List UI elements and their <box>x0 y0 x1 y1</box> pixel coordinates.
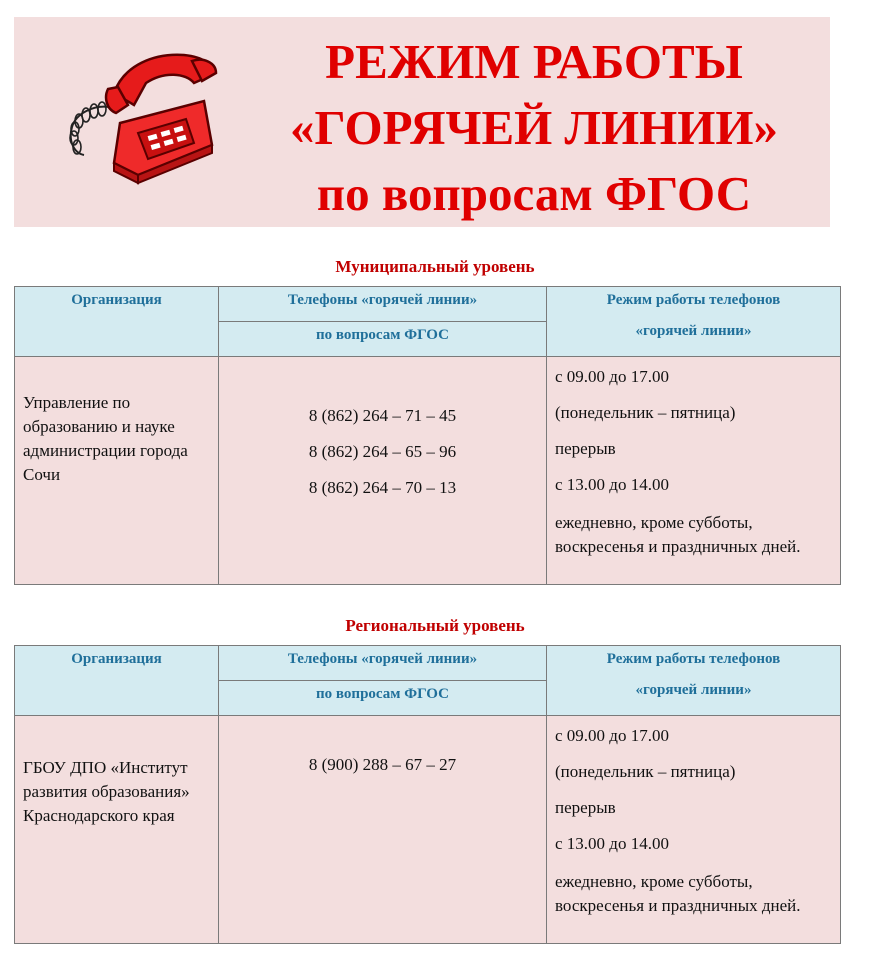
red-telephone-icon <box>54 35 224 185</box>
break-time: с 13.00 до 14.00 <box>555 475 669 494</box>
phone-number: 8 (862) 264 – 70 – 13 <box>308 478 457 497</box>
work-time: с 09.00 до 17.00 <box>555 726 669 745</box>
municipal-level-heading: Муниципальный уровень <box>335 257 535 276</box>
schedule-note: ежедневно, кроме субботы, воскресенья и праздничных дней. <box>555 872 801 915</box>
header-organization: Организация <box>15 646 219 716</box>
phone-number: 8 (862) 264 – 71 – 45 <box>308 406 457 425</box>
organization-cell: Управление по образованию и науке администрации города Сочи <box>15 357 219 585</box>
page-title <box>244 29 824 227</box>
header-phones-line1: Телефоны «горячей линии» <box>219 646 547 681</box>
work-days: (понедельник – пятница) <box>555 403 736 422</box>
title-banner <box>14 17 830 227</box>
header-hours: Режим работы телефонов «горячей линии» <box>547 646 841 716</box>
work-time: с 09.00 до 17.00 <box>555 367 669 386</box>
title-line-3: по вопросам ФГОС <box>316 166 752 221</box>
regional-level-heading: Региональный уровень <box>345 616 525 635</box>
phone-number: 8 (900) 288 – 67 – 27 <box>308 755 457 774</box>
phones-cell <box>219 357 547 585</box>
municipal-table <box>14 286 841 585</box>
header-phones-line2: по вопросам ФГОС <box>219 681 547 716</box>
break-time: с 13.00 до 14.00 <box>555 834 669 853</box>
header-hours: Режим работы телефонов «горячей линии» <box>547 287 841 357</box>
phone-number: 8 (862) 264 – 65 – 96 <box>308 442 457 461</box>
title-line-2: «ГОРЯЧЕЙ ЛИНИИ» <box>290 100 778 155</box>
work-days: (понедельник – пятница) <box>555 762 736 781</box>
schedule-note: ежедневно, кроме субботы, воскресенья и праздничных дней. <box>555 513 801 556</box>
title-line-1: РЕЖИМ РАБОТЫ <box>325 34 743 89</box>
header-organization: Организация <box>15 287 219 357</box>
hours-cell <box>547 357 841 585</box>
organization-cell: ГБОУ ДПО «Институт развития образования» Краснодарского края <box>15 716 219 944</box>
header-phones-line1: Телефоны «горячей линии» <box>219 287 547 322</box>
hours-cell <box>547 716 841 944</box>
phones-cell <box>219 716 547 944</box>
break-label: перерыв <box>555 798 616 817</box>
regional-table <box>14 645 841 944</box>
break-label: перерыв <box>555 439 616 458</box>
header-phones-line2: по вопросам ФГОС <box>219 322 547 357</box>
